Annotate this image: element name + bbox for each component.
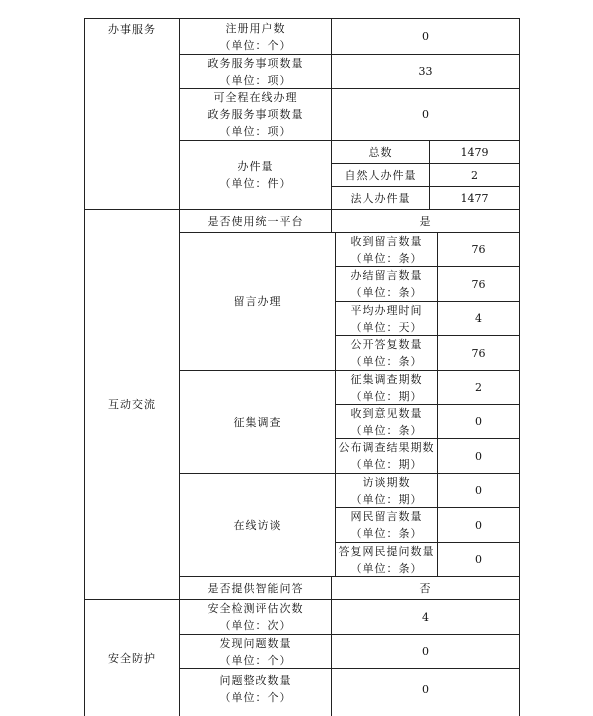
survey-opinions-label bbox=[336, 405, 437, 438]
interview-answers-value bbox=[438, 543, 519, 576]
messages-public-replies-value bbox=[438, 336, 519, 370]
value-text: 否 bbox=[419, 581, 432, 595]
label-line: 总数 bbox=[368, 145, 393, 159]
online-items-label bbox=[180, 89, 331, 140]
interview-netizen-msgs-value bbox=[438, 508, 519, 542]
section-title-text: 办事服务 bbox=[108, 23, 156, 36]
value-text: 0 bbox=[475, 484, 482, 497]
value-text: 0 bbox=[422, 645, 429, 658]
label-unit: （单位：个） bbox=[219, 653, 292, 667]
label-line: 安全检测评估次数 bbox=[207, 602, 304, 615]
label-unit: （单位：条） bbox=[350, 423, 423, 437]
value-text: 1479 bbox=[460, 145, 489, 159]
label-unit: （单位：条） bbox=[350, 561, 423, 575]
messages-public-replies-label bbox=[336, 336, 437, 370]
value-text: 4 bbox=[422, 610, 429, 624]
issues-found-label bbox=[180, 635, 331, 668]
volume-natural-label bbox=[332, 164, 429, 186]
label-line: 网民留言数量 bbox=[350, 510, 423, 523]
label-line: 政务服务事项数量 bbox=[207, 108, 304, 121]
label-line: 答复网民提问数量 bbox=[338, 544, 435, 558]
label-unit: （单位：次） bbox=[219, 619, 292, 632]
label-line: 征集调查期数 bbox=[350, 372, 423, 386]
label-line: 平均办理时间 bbox=[350, 303, 423, 317]
label-unit: （单位：件） bbox=[219, 177, 292, 190]
messages-done-label bbox=[336, 267, 437, 301]
value-text: 0 bbox=[422, 108, 429, 121]
interview-periods-label bbox=[336, 474, 437, 507]
label-line: 问题整改数量 bbox=[219, 674, 292, 687]
issues-fixed-value bbox=[332, 669, 519, 709]
value-text: 0 bbox=[475, 449, 482, 463]
smart-qa-value bbox=[332, 577, 519, 599]
value-text: 0 bbox=[422, 682, 429, 696]
security-checks-label bbox=[180, 600, 331, 634]
label-line: 自然人办件量 bbox=[344, 168, 417, 182]
group-title-text: 在线访谈 bbox=[233, 518, 282, 532]
label-unit: （单位：个） bbox=[219, 691, 292, 704]
messages-received-value bbox=[438, 233, 519, 266]
survey-results-label bbox=[336, 439, 437, 473]
section-title-text: 互动交流 bbox=[108, 398, 156, 411]
label-line: 收到意见数量 bbox=[350, 406, 423, 420]
service-items-value bbox=[332, 55, 519, 88]
label-line: 收到留言数量 bbox=[350, 234, 423, 248]
messages-avg-time-label bbox=[336, 302, 437, 335]
value-text: 2 bbox=[471, 168, 478, 182]
value-text: 33 bbox=[418, 65, 433, 78]
interview-answers-label bbox=[336, 543, 437, 576]
table-border-right bbox=[519, 18, 520, 716]
messages-group-title bbox=[180, 233, 335, 370]
label-unit: （单位：期） bbox=[350, 458, 423, 471]
group-title-text: 留言办理 bbox=[233, 295, 282, 308]
reg-users-value bbox=[332, 19, 519, 54]
group-title-text: 征集调查 bbox=[233, 415, 282, 429]
messages-received-label bbox=[336, 233, 437, 266]
survey-periods-value bbox=[438, 371, 519, 404]
section-title-text: 安全防护 bbox=[108, 651, 156, 665]
value-text: 2 bbox=[475, 381, 482, 394]
smart-qa-label bbox=[180, 577, 331, 599]
value-text: 0 bbox=[475, 553, 482, 566]
unified-platform-label bbox=[180, 210, 331, 232]
label-line: 法人办件量 bbox=[350, 191, 411, 205]
value-text: 1477 bbox=[460, 191, 489, 205]
value-text: 是 bbox=[419, 214, 432, 228]
label-line: 访谈期数 bbox=[362, 475, 411, 489]
survey-opinions-value bbox=[438, 405, 519, 438]
section-title-anquan bbox=[85, 600, 179, 716]
interview-netizen-msgs-label bbox=[336, 508, 437, 542]
label-line: 政务服务事项数量 bbox=[207, 56, 304, 70]
volume-legal-value bbox=[430, 187, 519, 209]
issues-fixed-label bbox=[180, 669, 331, 709]
label-unit: （单位：项） bbox=[219, 125, 292, 138]
label-line: 发现问题数量 bbox=[219, 636, 292, 650]
label-line: 是否提供智能问答 bbox=[207, 581, 304, 595]
volume-natural-value bbox=[430, 164, 519, 186]
survey-results-value bbox=[438, 439, 519, 473]
value-text: 0 bbox=[422, 30, 429, 43]
label-unit: （单位：条） bbox=[350, 527, 423, 540]
label-line: 办件量 bbox=[237, 160, 274, 173]
volume-label bbox=[180, 141, 331, 209]
value-text: 76 bbox=[471, 346, 486, 360]
messages-done-value bbox=[438, 267, 519, 301]
label-unit: （单位：条） bbox=[350, 355, 423, 368]
label-unit: （单位：天） bbox=[350, 320, 423, 334]
value-text: 76 bbox=[471, 243, 486, 256]
label-line: 办结留言数量 bbox=[350, 269, 423, 282]
value-text: 0 bbox=[475, 415, 482, 428]
label-line: 注册用户数 bbox=[225, 21, 286, 35]
security-checks-value bbox=[332, 600, 519, 634]
survey-periods-label bbox=[336, 371, 437, 404]
section-title-hudong bbox=[85, 210, 179, 599]
unified-platform-value bbox=[332, 210, 519, 232]
value-text: 76 bbox=[471, 277, 486, 291]
value-text: 0 bbox=[475, 518, 482, 532]
messages-avg-time-value bbox=[438, 302, 519, 335]
label-unit: （单位：条） bbox=[350, 251, 423, 265]
interview-periods-value bbox=[438, 474, 519, 507]
service-items-label bbox=[180, 55, 331, 88]
label-unit: （单位：条） bbox=[350, 286, 423, 299]
label-unit: （单位：个） bbox=[219, 38, 292, 52]
label-line: 公开答复数量 bbox=[350, 338, 423, 351]
label-unit: （单位：期） bbox=[350, 492, 423, 506]
survey-group-title bbox=[180, 371, 335, 473]
volume-total-value bbox=[430, 141, 519, 163]
issues-found-value bbox=[332, 635, 519, 668]
section-title-banshi bbox=[85, 18, 179, 212]
label-unit: （单位：期） bbox=[350, 389, 423, 403]
volume-total-label bbox=[332, 141, 429, 163]
label-line: 可全程在线办理 bbox=[213, 91, 298, 104]
label-unit: （单位：项） bbox=[219, 73, 292, 87]
interview-group-title bbox=[180, 474, 335, 576]
reg-users-label bbox=[180, 19, 331, 54]
label-line: 是否使用统一平台 bbox=[207, 214, 304, 228]
label-line: 公布调查结果期数 bbox=[338, 441, 435, 454]
volume-legal-label bbox=[332, 187, 429, 209]
online-items-value bbox=[332, 89, 519, 140]
value-text: 4 bbox=[475, 312, 482, 325]
